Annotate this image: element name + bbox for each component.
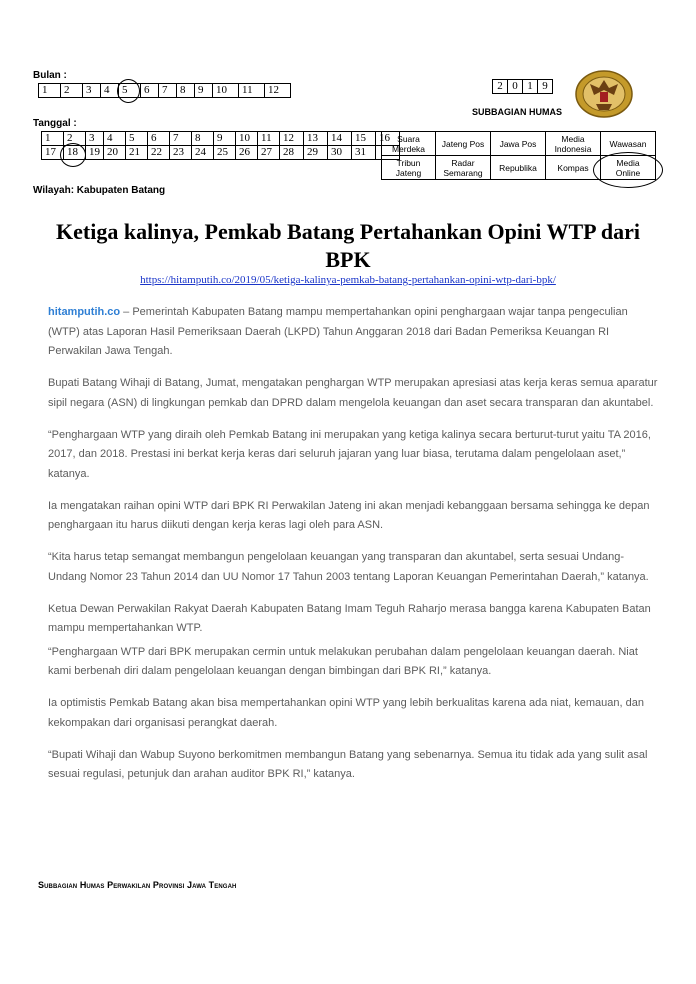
year-digit: 9 [538,80,553,94]
tanggal-cell: 21 [126,146,148,160]
tanggal-cell: 14 [328,132,352,146]
tanggal-cell: 18 [64,146,86,160]
year-digit: 2 [493,80,508,94]
year-grid [492,79,553,94]
article-title: Ketiga kalinya, Pemkab Batang Pertahankan Opini WTP dari BPK [56,219,640,272]
bulan-cell: 11 [239,84,265,98]
wilayah-label: Wilayah: Kabupaten Batang [33,185,166,196]
tanggal-cell: 25 [214,146,236,160]
media-cell: Republika [491,156,546,180]
tanggal-selected-circle [60,143,86,167]
tanggal-cell: 5 [126,132,148,146]
tanggal-cell: 27 [258,146,280,160]
tanggal-cell: 7 [170,132,192,146]
article-paragraph: “Bupati Wihaji dan Wabup Suyono berkomitmen membangun Batang yang sebenarnya. Semua itu tidak ada yang sulit asal sesuai regulasi, petunjuk dan arahan auditor BPK RI,” katanya. [48,748,648,780]
article-lead [48,303,658,362]
tanggal-cell: 3 [86,132,104,146]
tanggal-cell: 23 [170,146,192,160]
tanggal-cell: 22 [148,146,170,160]
media-cell: Wawasan [601,132,656,156]
tanggal-cell: 9 [214,132,236,146]
tanggal-cell: 4 [104,132,126,146]
tanggal-cell: 10 [236,132,258,146]
bulan-cell: 10 [213,84,239,98]
bulan-cell: 7 [159,84,177,98]
bulan-cell: 3 [83,84,101,98]
tanggal-cell: 16 [376,132,400,146]
article-paragraph: “Penghargaan WTP dari BPK merupakan cermin untuk melakukan perubahan dalam pengelolaan keuangan daerah. Niat kami berbenah diri dalam pengelolaan keuangan dengan bimbingan dari BPK RI,” katanya. [48,645,638,677]
tanggal-cell: 29 [304,146,328,160]
tanggal-cell: 20 [104,146,126,160]
tanggal-cell: 8 [192,132,214,146]
bulan-cell: 1 [39,84,61,98]
tanggal-cell: 13 [304,132,328,146]
tanggal-label: Tanggal : [33,118,77,129]
bulan-grid [38,83,291,98]
tanggal-cell: 1 [42,132,64,146]
tanggal-cell: 30 [328,146,352,160]
year-digit: 1 [523,80,538,94]
bulan-cell: 8 [177,84,195,98]
media-cell: Jawa Pos [491,132,546,156]
article-url[interactable]: https://hitamputih.co/2019/05/ketiga-kalinya-pemkab-batang-pertahankan-opini-wtp-dari-bpk/ [140,274,556,286]
tanggal-cell: 26 [236,146,258,160]
bulan-cell: 4 [101,84,119,98]
bulan-cell: 2 [61,84,83,98]
media-cell: Suara Merdeka [382,132,436,156]
article-paragraph: Ia optimistis Pemkab Batang akan bisa mempertahankan opini WTP yang lebih berkualitas karena ada niat, kemauan, dan kekompakan dari organisasi perangkat daerah. [48,697,644,729]
bulan-cell: 12 [265,84,291,98]
bulan-selected-circle [117,79,140,103]
tanggal-cell: 2 [64,132,86,146]
article-paragraph: Bupati Batang Wihaji di Batang, Jumat, mengatakan penghargan WTP merupakan apresiasi atas kerja keras semua aparatur sipil negara (ASN) di lingkungan pemkab dan DPRD dalam mengelola keuangan dan aset secara transparan dan akuntabel. [48,377,658,409]
media-cell: Jateng Pos [436,132,491,156]
media-cell: Tribun Jateng [382,156,436,180]
tanggal-cell: 19 [86,146,104,160]
article-paragraph: Ia mengatakan raihan opini WTP dari BPK RI Perwakilan Jateng ini akan menjadi kebanggaan bersama sehingga ke depan penghargaan itu harus diikuti dengan kerja keras lagi oleh para ASN. [48,499,650,531]
media-cell: Radar Semarang [436,156,491,180]
tanggal-grid [41,131,400,160]
media-online-circle [593,152,663,188]
garuda-emblem-icon [574,68,634,120]
media-cell: Media Indonesia [546,132,601,156]
source-brand: hitamputih.co [48,306,121,318]
article-body [48,303,658,797]
tanggal-cell: 31 [352,146,376,160]
article-paragraph: “Penghargaan WTP yang diraih oleh Pemkab Batang ini merupakan yang ketiga kalinya secara berturut-turut yaitu TA 2016, 2017, dan 2018. Prestasi ini berkat kerja keras dari seluruh jajaran yang luar biasa, terutama dalam pengelolaan aset,” katanya. [48,428,651,480]
footer-label: Subbagian Humas Perwakilan Provinsi Jawa Tengah [38,880,237,890]
tanggal-cell: 24 [192,146,214,160]
tanggal-cell: 17 [42,146,64,160]
bulan-cell: 5 [119,84,141,98]
lead-text: – Pemerintah Kabupaten Batang mampu mempertahankan opini penghargaan wajar tanpa pengeculian (WTP) atas Laporan Hasil Pemeriksaan Daerah (LKPD) Tahun Anggaran 2018 dari Badan Pemeriksa Keuangan RI Perwakilan Jawa Tengah. [48,306,628,357]
tanggal-cell: 28 [280,146,304,160]
bulan-label: Bulan : [33,70,67,81]
tanggal-cell: 15 [352,132,376,146]
tanggal-cell: 12 [280,132,304,146]
bulan-cell: 9 [195,84,213,98]
subbagian-label: SUBBAGIAN HUMAS [472,107,562,117]
media-cell: Media Online [601,156,656,180]
article-paragraph: “Kita harus tetap semangat membangun pengelolaan keuangan yang transparan dan akuntabel, serta sesuai Undang-Undang Nomor 23 Tahun 2014 dan UU Nomor 17 Tahun 2003 tentang Laporan Keuangan Pemerintahan Daerah,” katanya. [48,551,649,583]
tanggal-cell: 11 [258,132,280,146]
article-paragraph: Ketua Dewan Perwakilan Rakyat Daerah Kabupaten Batang Imam Teguh Raharjo merasa bangga karena Kabupaten Batan mampu mempertahankan WTP. [48,602,651,634]
tanggal-cell: 6 [148,132,170,146]
bulan-cell: 6 [141,84,159,98]
year-digit: 0 [508,80,523,94]
media-cell: Kompas [546,156,601,180]
